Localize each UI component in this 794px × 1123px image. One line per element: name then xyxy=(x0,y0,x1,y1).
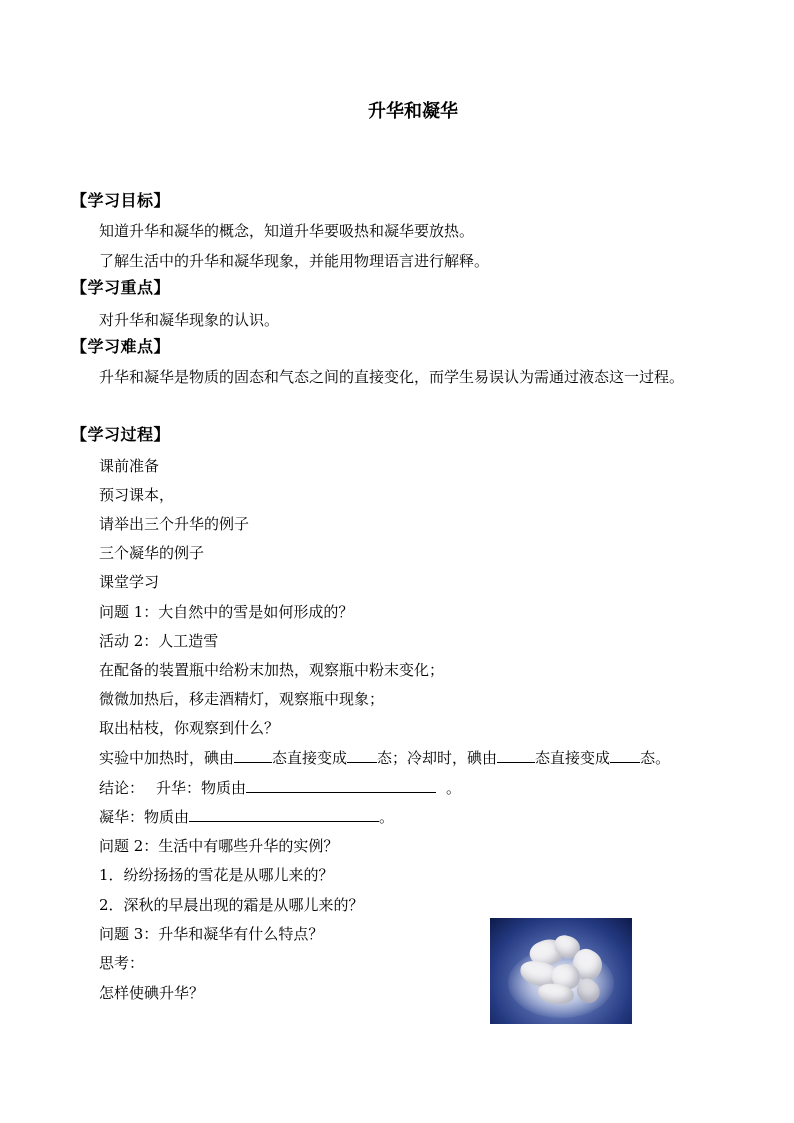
process2-line-1: 问题 2：生活中有哪些升华的实例？ xyxy=(99,837,339,855)
blank-field[interactable] xyxy=(246,777,436,793)
blank-field[interactable] xyxy=(347,747,377,763)
page-title: 升华和凝华 xyxy=(368,101,458,122)
focus-line-1: 对升华和凝华现象的认识。 xyxy=(99,311,280,329)
heading-process: 【学习过程】 xyxy=(71,425,171,444)
process2-line-5: 思考： xyxy=(99,954,145,972)
deposition-text: 凝华：物质由 xyxy=(99,808,190,826)
deposition-line xyxy=(99,806,394,828)
process2-line-2: 1．纷纷扬扬的雪花是从哪儿来的？ xyxy=(99,866,334,884)
process-line-6: 问题 1：大自然中的雪是如何形成的？ xyxy=(99,603,354,621)
blank-field[interactable] xyxy=(610,747,640,763)
experiment-text-1: 实验中加热时，碘由 xyxy=(99,749,235,767)
process-line-3: 请举出三个升华的例子 xyxy=(99,515,250,533)
heading-focus: 【学习重点】 xyxy=(71,278,171,297)
process-line-2: 预习课本， xyxy=(99,486,175,504)
experiment-line xyxy=(99,747,670,769)
sublimation-end: 。 xyxy=(446,779,462,797)
conclusion-line xyxy=(99,777,461,799)
sublimation-text: 升华：物质由 xyxy=(156,779,247,797)
blank-field[interactable] xyxy=(497,747,535,763)
process2-line-6: 怎样使碘升华？ xyxy=(99,984,205,1002)
process-line-7: 活动 2：人工造雪 xyxy=(99,632,219,650)
blank-field[interactable] xyxy=(234,747,272,763)
experiment-text-5: 态。 xyxy=(640,749,671,767)
process-line-1: 课前准备 xyxy=(99,457,160,475)
experiment-text-2: 态直接变成 xyxy=(272,749,348,767)
deposition-end: 。 xyxy=(379,808,395,826)
crystal-photo xyxy=(490,918,632,1024)
goals-line-1: 知道升华和凝华的概念，知道升华要吸热和凝华要放热。 xyxy=(99,222,475,240)
goals-line-2: 了解生活中的升华和凝华现象，并能用物理语言进行解释。 xyxy=(99,252,490,270)
process-line-10: 取出枯枝，你观察到什么？ xyxy=(99,719,280,737)
process-line-5: 课堂学习 xyxy=(99,573,160,591)
difficulty-text: 升华和凝华是物质的固态和气态之间的直接变化，而学生易误认为需通过液态这一过程。 xyxy=(99,368,685,386)
heading-goals: 【学习目标】 xyxy=(71,191,171,210)
blank-field[interactable] xyxy=(189,806,379,822)
process2-line-3: 2．深秋的早晨出现的霜是从哪儿来的？ xyxy=(99,896,364,914)
conclusion-label: 结论： xyxy=(99,779,145,797)
experiment-text-3: 态；冷却时，碘由 xyxy=(377,749,498,767)
process2-line-4: 问题 3：升华和凝华有什么特点？ xyxy=(99,925,324,943)
process-line-4: 三个凝华的例子 xyxy=(99,544,205,562)
heading-difficulty: 【学习难点】 xyxy=(71,337,171,356)
process-line-8: 在配备的装置瓶中给粉末加热，观察瓶中粉末变化； xyxy=(99,661,445,679)
experiment-text-4: 态直接变成 xyxy=(535,749,611,767)
process-line-9: 微微加热后，移走酒精灯，观察瓶中现象； xyxy=(99,690,385,708)
